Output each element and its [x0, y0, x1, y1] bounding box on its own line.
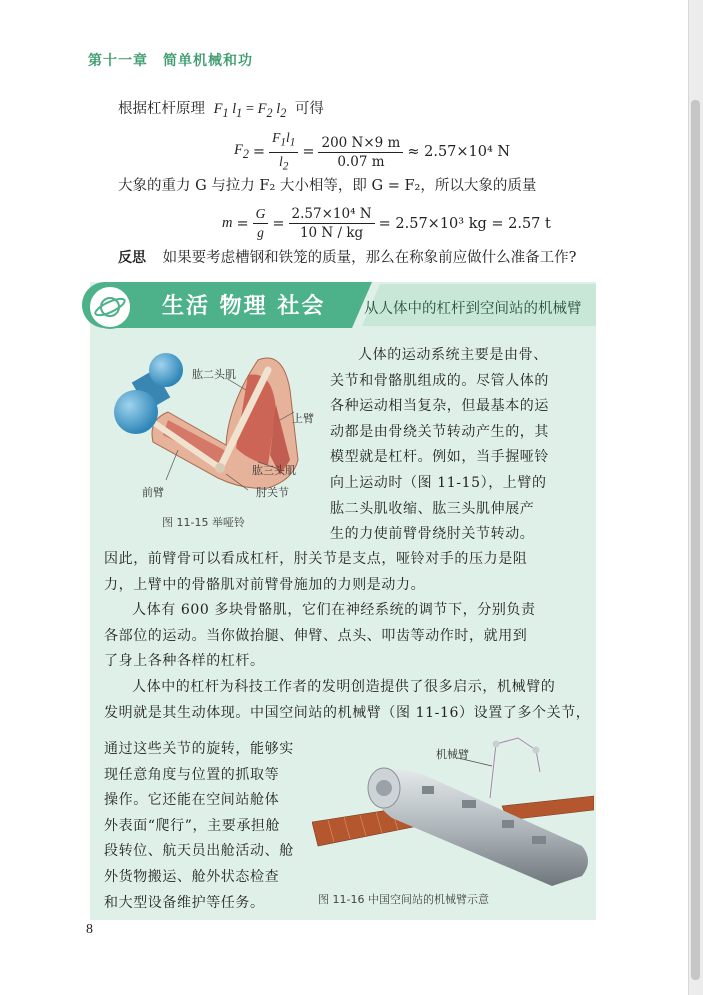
fraction-f1l1-over-l2: $\frac{F_1l_1}{l_2}$ — [269, 129, 298, 175]
solution-line-2: 大象的重力 G 与拉力 F₂ 大小相等，即 G = F₂，所以大象的质量 — [118, 178, 537, 194]
fraction-numeric: $\frac{200 N\times 9 m}{0.07 m}$ — [318, 134, 403, 171]
left-column-text: 通过这些关节的旋转，能够实 现任意角度与位置的抓取等 操作。它还能在空间站舱体 外表面“爬行”，主要承担舱 段转位、航天员出舱活动、舱 外货物搬运、舱外状态检查 和大型设备维护等任务。 — [104, 741, 294, 911]
figure-11-15-caption: 图 11-15 举哑铃 — [162, 516, 245, 529]
banner-subtitle: 从人体中的杠杆到空间站的机械臂 — [364, 301, 582, 317]
figure-11-16-caption: 图 11-16 中国空间站的机械臂示意 — [318, 893, 489, 906]
label-robotic-arm: 机械臂 — [436, 748, 469, 761]
label-triceps: 肱三头肌 — [252, 464, 296, 477]
planet-icon — [88, 285, 132, 329]
page-number: 8 — [86, 922, 93, 937]
feature-banner — [82, 282, 596, 328]
label-elbow: 肘关节 — [256, 486, 289, 499]
full-width-text: 因此，前臂骨可以看成杠杆，肘关节是支点，哑铃对手的压力是阻 力，上臂中的骨骼肌对前臂骨施加的力则是动力。 人体有 600 多块骨骼肌，它们在神经系统的调节下，分别负责 各部位的运动。当你做抬腿、伸臂、点头、叩齿等动作时，就用到 了身上各种各样的杠杆。 人体中的杠杆为科技工作者的发明创造提供了很多启示，机械臂的 发明就是其生动体现。中国空间站的机械臂（图 11-16）设置了多个关节， — [104, 551, 591, 721]
chapter-header: 第十一章 简单机械和功 — [88, 53, 253, 69]
right-column-text: 人体的运动系统主要是由骨、 关节和骨骼肌组成的。尽管人体的 各种运动相当复杂，但最基本的运 动都是由骨绕关节转动产生的，其 模型就是杠杆。例如，当手握哑铃 向上运动时（图 11-15），上臂的 肱二头肌收缩、肱三头肌伸展产 生的力使前臂骨绕肘关节转动。 — [330, 347, 549, 543]
label-forearm: 前臂 — [142, 486, 164, 499]
fraction-g-over-g: $\frac{G}{g}$ — [253, 205, 269, 242]
equation-force: $F_2$ = $\frac{F_1l_1}{l_2}$ = $\frac{200 N\times 9 m}{0.07 m}$ ≈ 2.57×10⁴ N — [234, 129, 510, 175]
equation-mass: m = $\frac{G}{g}$ = $\frac{\text{2.57×10⁴ N}}{10 N / kg}$ = 2.57×10³ kg = 2.57 t — [222, 206, 551, 241]
lever-principle-formula: $F_1$ $l_1 = F_2$ $l_2$ — [213, 101, 287, 120]
banner-title: 生活 物理 社会 — [162, 294, 326, 319]
scrollbar-thumb[interactable] — [691, 100, 700, 980]
solution-line-1: 根据杠杆原理 $F_1$ $l_1 = F_2$ $l_2$ 可得 — [118, 101, 324, 120]
label-upper-arm: 上臂 — [292, 412, 314, 425]
fraction-mass-numeric: $\frac{\text{2.57×10⁴ N}}{10 N / kg}$ — [289, 205, 375, 242]
label-biceps: 肱二头肌 — [192, 368, 236, 381]
reflection-line: 反思 如果要考虑槽钢和铁笼的质量，那么在称象前应做什么准备工作? — [118, 250, 577, 266]
